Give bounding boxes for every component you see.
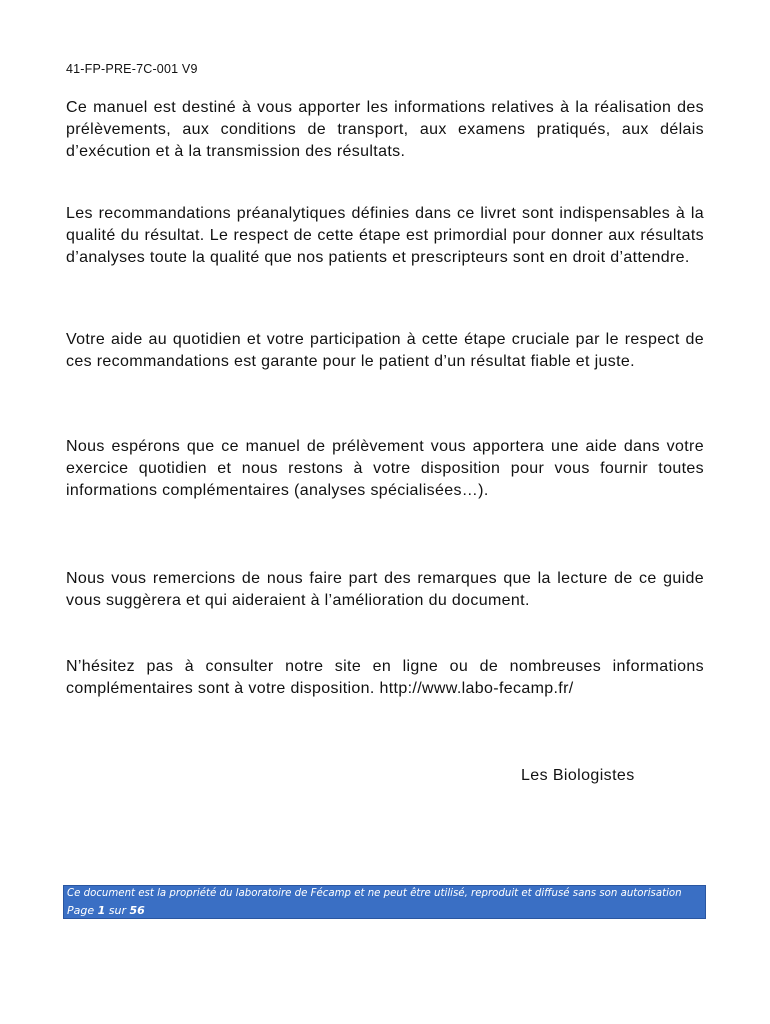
participation-paragraph: Votre aide au quotidien et votre participation à cette étape cruciale par le respect de ces recommandations est garante pour le patient d’un résultat fiable et juste. [66,331,704,370]
page-separator: sur [108,904,127,917]
assistance-paragraph: Nous espérons que ce manuel de prélèvement vous apportera une aide dans votre exercice quotidien et nous restons à votre disposition pour vous fournir toutes informations complémentaires (analyses spécialisées…). [66,438,704,499]
page-current: 1 [97,904,106,917]
recommendations-paragraph: Les recommandations préanalytiques définies dans ce livret sont indispensables à la qualité du résultat. Le respect de cette étape est primordial pour donner aux résultats d’analyses toute la qualité que nos patients et prescripteurs sont en droit d’attendre. [66,205,704,266]
document-reference: 41-FP-PRE-7C-001 V9 [66,62,198,76]
copyright-notice: Ce document est la propriété du laboratoire de Fécamp et ne peut être utilisé, reproduit et diffusé sans son autorisation [67,888,682,899]
page-total: 56 [129,904,145,917]
intro-paragraph: Ce manuel est destiné à vous apporter les informations relatives à la réalisation des prélèvements, aux conditions de transport, aux examens pratiqués, aux délais d’exécution et à la transmission des résultats. [66,99,704,160]
page-footer [63,885,706,919]
page-prefix: Page [67,904,95,917]
feedback-paragraph: Nous vous remercions de nous faire part des remarques que la lecture de ce guide vous suggèrera et qui aideraient à l’amélioration du document. [66,570,704,609]
signature: Les Biologistes [521,767,635,784]
website-paragraph: N’hésitez pas à consulter notre site en ligne ou de nombreuses informations complémentaires sont à votre disposition. http://www.labo-fecamp.fr/ [66,658,704,697]
page-number [67,904,145,917]
